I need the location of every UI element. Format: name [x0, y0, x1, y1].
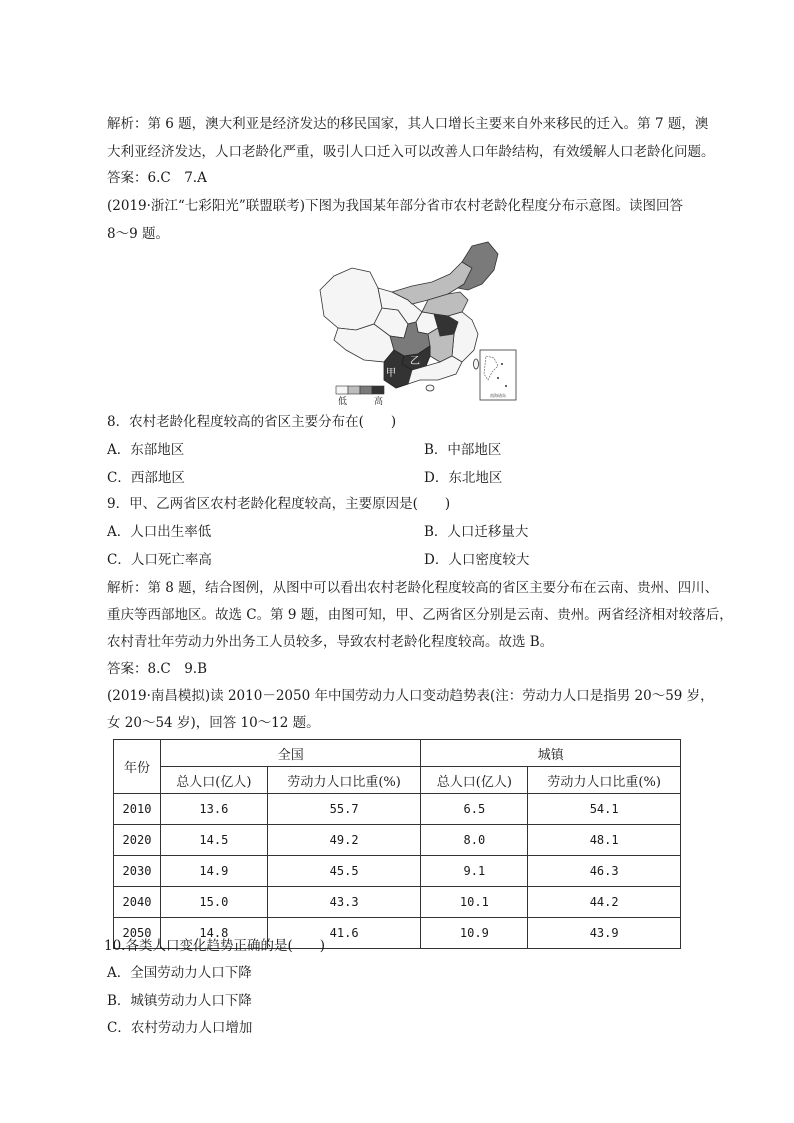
cell-urb-ratio: 46.3	[528, 856, 681, 887]
cell-urb-total: 10.1	[421, 887, 528, 918]
header-urban: 城镇	[421, 740, 681, 767]
cell-year: 2020	[114, 825, 161, 856]
q9-option-d: D．人口密度较大	[424, 552, 530, 568]
cell-urb-ratio: 43.9	[528, 918, 681, 949]
q8-option-d: D．东北地区	[424, 470, 503, 486]
answer-8-9: 答案：8.C 9.B	[107, 661, 208, 677]
table-row	[114, 856, 681, 887]
q8-option-a: A．东部地区	[107, 442, 185, 458]
legend-high: 高	[374, 397, 384, 406]
analysis-8-9-line-3: 农村青壮年劳动力外出务工人员较多，导致农村老龄化程度较高。故选 B。	[107, 634, 554, 650]
q10-option-a: A．全国劳动力人口下降	[107, 965, 252, 981]
legend-swatch-1	[336, 386, 348, 394]
cell-nat-total: 14.5	[160, 825, 267, 856]
intro-8-9-line-1: (2019·浙江“七彩阳光”联盟联考)下图为我国某年部分省市农村老龄化程度分布示意图。读图回答	[107, 198, 683, 214]
q9-stem: 9．甲、乙两省区农村老龄化程度较高，主要原因是( )	[107, 496, 451, 512]
cell-nat-ratio: 49.2	[267, 825, 421, 856]
cell-nat-ratio: 41.6	[267, 918, 421, 949]
q9-option-b: B．人口迁移量大	[424, 524, 529, 540]
cell-urb-ratio: 44.2	[528, 887, 681, 918]
cell-year: 2040	[114, 887, 161, 918]
analysis-8-9-line-2: 重庆等西部地区。故选 C。第 9 题，由图可知，甲、乙两省区分别是云南、贵州。两省经济相对较落后，	[107, 607, 733, 623]
cell-year: 2030	[114, 856, 161, 887]
legend-swatch-3	[360, 386, 372, 394]
label-yi: 乙	[410, 356, 420, 367]
cell-nat-total: 14.9	[160, 856, 267, 887]
cell-year: 2050	[114, 918, 161, 949]
q9-option-c: C．人口死亡率高	[107, 552, 212, 568]
intro-10-12-line-2: 女 20～54 岁)，回答 10～12 题。	[107, 715, 320, 731]
analysis-8-9-line-1: 解析：第 8 题，结合图例，从图中可以看出农村老龄化程度较高的省区主要分布在云南、贵州、四川、	[107, 580, 719, 596]
table-row	[114, 794, 681, 825]
q9-option-a: A．人口出生率低	[107, 524, 212, 540]
cell-nat-total: 14.8	[160, 918, 267, 949]
q8-option-b: B．中部地区	[424, 442, 502, 458]
region-taiwan	[474, 359, 479, 369]
q10-option-b: B．城镇劳动力人口下降	[107, 993, 252, 1009]
cell-nat-ratio: 55.7	[267, 794, 421, 825]
cell-urb-ratio: 48.1	[528, 825, 681, 856]
cell-nat-ratio: 43.3	[267, 887, 421, 918]
header-national: 全国	[160, 740, 421, 767]
cell-urb-total: 8.0	[421, 825, 528, 856]
analysis-6-7-line-2: 大利亚经济发达，人口老龄化严重，吸引人口迁入可以改善人口年龄结构，有效缓解人口老龄化问题。	[107, 144, 715, 160]
region-northwest	[320, 268, 382, 330]
header-national-ratio: 劳动力人口比重(%)	[267, 767, 421, 794]
table-row	[114, 887, 681, 918]
labor-population-table	[113, 739, 681, 949]
cell-nat-ratio: 45.5	[267, 856, 421, 887]
cell-nat-total: 13.6	[160, 794, 267, 825]
header-urban-total: 总人口(亿人)	[421, 767, 528, 794]
legend-swatch-2	[348, 386, 360, 394]
legend-low: 低	[338, 397, 348, 406]
inset-label: 南海诸岛	[490, 393, 506, 398]
cell-nat-total: 15.0	[160, 887, 267, 918]
cell-year: 2010	[114, 794, 161, 825]
q8-stem: 8．农村老龄化程度较高的省区主要分布在( )	[107, 414, 397, 430]
cell-urb-total: 6.5	[421, 794, 528, 825]
header-urban-ratio: 劳动力人口比重(%)	[528, 767, 681, 794]
header-year: 年份	[114, 740, 161, 794]
china-aging-map	[312, 238, 524, 406]
legend-swatch-4	[372, 386, 384, 394]
header-national-total: 总人口(亿人)	[160, 767, 267, 794]
q10-option-c: C．农村劳动力人口增加	[107, 1020, 253, 1036]
q10-stem: 10.各类人口变化趋势正确的是( )	[104, 938, 326, 954]
label-jia: 甲	[386, 368, 396, 379]
region-hainan	[426, 385, 434, 391]
intro-10-12-line-1: (2019·南昌模拟)读 2010－2050 年中国劳动力人口变动趋势表(注：劳动力人口是指男 20～59 岁，	[107, 688, 714, 704]
q8-option-c: C．西部地区	[107, 470, 185, 486]
cell-urb-total: 10.9	[421, 918, 528, 949]
answer-6-7: 答案：6.C 7.A	[107, 170, 207, 186]
intro-8-9-line-2: 8～9 题。	[107, 226, 169, 242]
cell-urb-ratio: 54.1	[528, 794, 681, 825]
table-row	[114, 825, 681, 856]
analysis-6-7-line-1: 解析：第 6 题，澳大利亚是经济发达的移民国家，其人口增长主要来自外来移民的迁入。第 7 题，澳	[107, 116, 709, 132]
cell-urb-total: 9.1	[421, 856, 528, 887]
